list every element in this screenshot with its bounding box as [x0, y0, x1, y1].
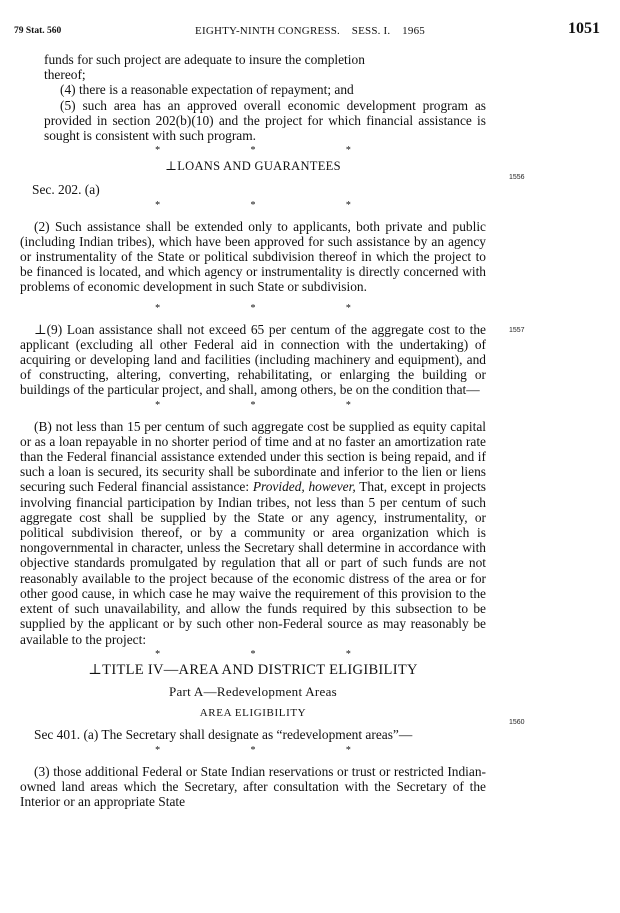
star: * [155, 145, 161, 157]
star: * [250, 199, 256, 211]
paragraph-2-assistance: (2) Such assistance shall be extended only to applicants, both private and public (including Indian tribes), which have been approved for such assistance by an agency or instrumentality of the State or political subdivision thereof in which the project to be financed is located, and which agency or instrumentality is directly concerned with problems of economic development in such State or subdivision. [20, 218, 486, 295]
star: * [250, 145, 256, 157]
page-number: 1051 [568, 20, 600, 37]
omission-stars [20, 301, 486, 316]
star: * [250, 399, 256, 411]
star: * [155, 399, 161, 411]
paragraph-3-indian-lands: (3) those additional Federal or State Indian reservations or trust or restricted Indian-owned land areas which the Secretary, after consultation with the Secretary of the Interior or an appropriate State [20, 763, 486, 809]
star: * [155, 648, 161, 660]
paragraph-funds-cont: thereof; [44, 67, 86, 83]
omission-stars [20, 743, 486, 758]
paragraph-9-loan-assistance: ⊥(9) Loan assistance shall not exceed 65 per centum of the aggregate cost to the applicant (excluding all other Federal aid in connection with the undertaking) of acquiring or developing land and facilities (including machinery and equipment), and of constructing, altering, converting, rehabilitating, or enlarging the building or buildings of the particular project, and shall, among others, be on the condition that— [20, 321, 486, 398]
margin-note: 1556 [509, 174, 525, 181]
star: * [345, 302, 351, 314]
omission-stars [20, 198, 486, 213]
section-202-label: Sec. 202. (a) [32, 182, 100, 198]
title-iv-heading: ⊥TITLE IV—AREA AND DISTRICT ELIGIBILITY [88, 661, 418, 678]
star: * [345, 648, 351, 660]
section-heading-loans: ⊥LOANS AND GUARANTEES [165, 159, 341, 174]
star: * [345, 399, 351, 411]
star: * [345, 145, 351, 157]
star: * [155, 744, 161, 756]
paragraph-b-text: (B) not less than 15 per centum of such aggregate cost be supplied as equity capital or as a loan repayable in no shorter period of time and at no faster an amortization rate than the Federal financial assistance extended under this section is being repaid, and if such a loan is secured, its security shall be subordinate and inferior to the lien or liens securing such Federal financial assistance: [20, 418, 486, 495]
section-401-text: Sec 401. (a) The Secretary shall designate as “redevelopment areas”— [34, 727, 413, 743]
page-header [14, 22, 606, 42]
margin-note: 1557 [509, 327, 525, 334]
star: * [250, 302, 256, 314]
star: * [345, 199, 351, 211]
proviso-italic: Provided, however, [252, 479, 356, 495]
statute-citation: 79 Stat. 560 [14, 26, 62, 36]
omission-stars [20, 398, 486, 413]
star: * [155, 199, 161, 211]
area-eligibility-heading: AREA ELIGIBILITY [199, 707, 307, 720]
margin-note: 1560 [509, 719, 525, 726]
star: * [250, 648, 256, 660]
part-a-heading: Part A—Redevelopment Areas [168, 683, 338, 699]
star: * [155, 302, 161, 314]
omission-stars [20, 647, 486, 662]
page-body [20, 52, 486, 809]
paragraph-b-text-cont: That, except in projects involving financial participation by Indian tribes, not less than 5 per centum of such aggregate cost shall be supplied by the State or any agency, instrumentality, or political subdivision thereof, or by a community or area organization which is nongovernmental in character, unless the Secretary shall determine in accordance with objective standards promulgated by regulation that all or part of such funds are not reasonably available to the project because of the economic distress of the area or for other good cause, in which case he may waive the requirement of this provision to the extent of such unavailability, and allow the funds required by this subsection to be supplied by the applicant or by such other non-Federal source as may reasonably be available to the project: [20, 479, 487, 647]
paragraph-b-equity [20, 419, 486, 647]
paragraph-funds: funds for such project are adequate to insure the completion [44, 52, 365, 67]
running-title: EIGHTY-NINTH CONGRESS. SESS. I. 1965 [195, 25, 425, 37]
star: * [345, 744, 351, 756]
star: * [250, 744, 256, 756]
omission-stars [20, 143, 486, 158]
paragraph-item-4: (4) there is a reasonable expectation of repayment; and [60, 82, 354, 98]
paragraph-item-5: (5) such area has an approved overall economic development program as provided in section 202(b)(10) and the project for which financial assistance is sought is consistent with such program. [44, 97, 486, 144]
